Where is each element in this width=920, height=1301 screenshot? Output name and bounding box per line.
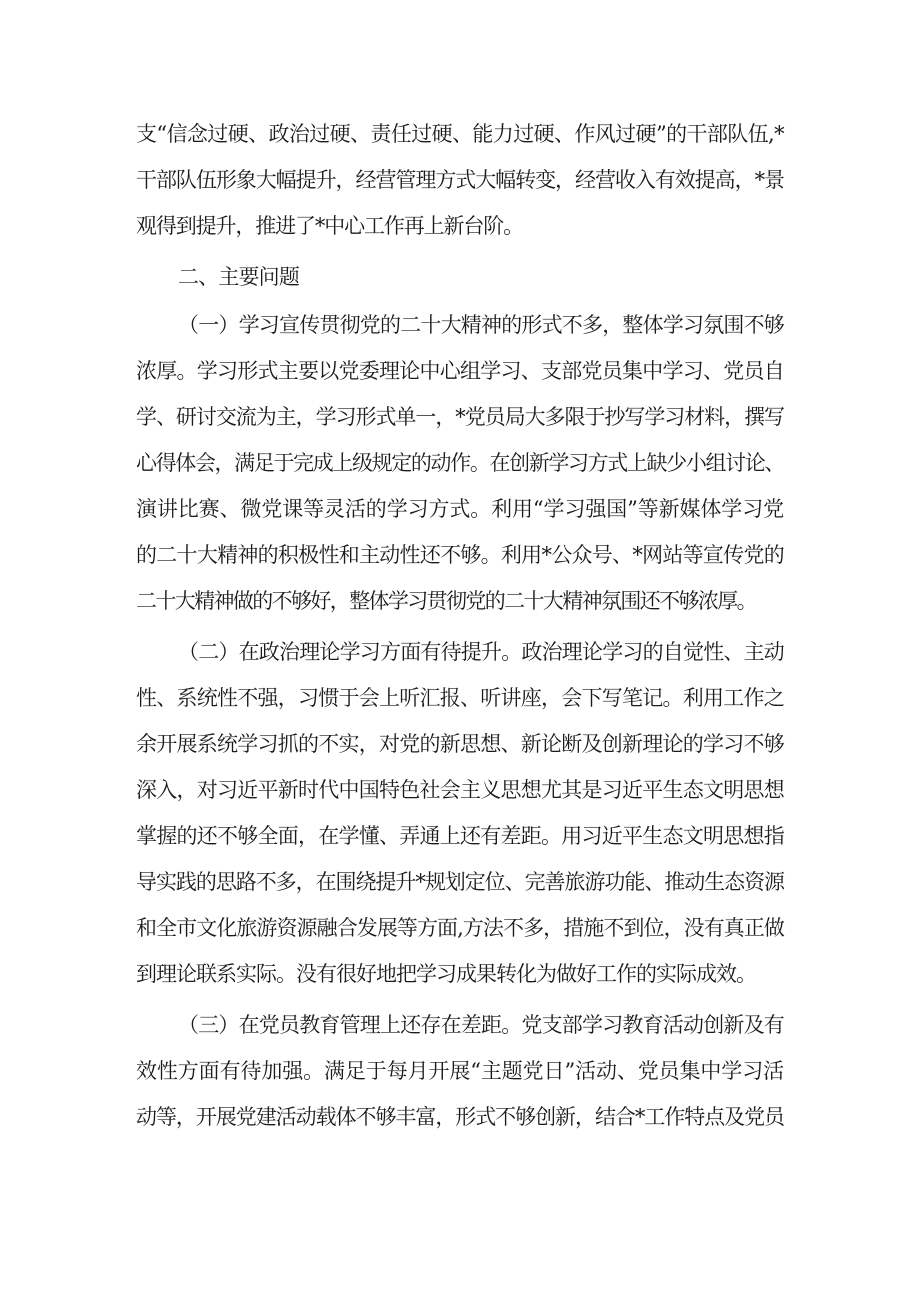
text-line bbox=[0, 399, 920, 435]
text-line bbox=[0, 680, 920, 716]
text-line bbox=[0, 491, 920, 527]
line-text: 演讲比赛、微党课等灵活的学习方式。利用“学习强国”等新媒体学习党 bbox=[136, 497, 784, 521]
line-text: 性、系统性不强，习惯于会上听汇报、听讲座，会下写笔记。利用工作之 bbox=[136, 686, 784, 710]
text-line bbox=[0, 353, 920, 389]
text-line bbox=[0, 910, 920, 946]
line-text: 导实践的思路不多，在围绕提升*规划定位、完善旅游功能、推动生态资源 bbox=[136, 870, 784, 894]
text-line bbox=[0, 583, 920, 619]
heading-text: 二、主要问题 bbox=[178, 265, 299, 289]
line-text: 到理论联系实际。没有很好地把学习成果转化为做好工作的实际成效。 bbox=[136, 962, 756, 986]
line-text: 的二十大精神的积极性和主动性还不够。利用*公众号、*网站等宣传党的 bbox=[136, 543, 784, 567]
text-line bbox=[0, 864, 920, 900]
line-text: （二）在政治理论学习方面有待提升。政治理论学习的自觉性、主动 bbox=[178, 640, 784, 664]
text-line bbox=[0, 445, 920, 481]
line-text: 深入，对习近平新时代中国特色社会主义思想尤其是习近平生态文明思想 bbox=[136, 778, 784, 802]
line-text: （三）在党员教育管理上还存在差距。党支部学习教育活动创新及有 bbox=[178, 1013, 784, 1037]
text-line bbox=[0, 162, 920, 198]
text-line bbox=[0, 537, 920, 573]
text-line bbox=[0, 726, 920, 762]
text-line bbox=[0, 634, 920, 670]
line-text: 学、研讨交流为主，学习形式单一，*党员局大多限于抄写学习材料，撰写 bbox=[136, 405, 784, 429]
section-heading bbox=[0, 259, 920, 295]
text-line bbox=[0, 772, 920, 808]
line-text: 二十大精神做的不够好，整体学习贯彻党的二十大精神氛围还不够浓厚。 bbox=[136, 589, 756, 613]
text-line bbox=[0, 1099, 920, 1135]
text-line bbox=[0, 1053, 920, 1089]
text-line bbox=[0, 208, 920, 244]
line-text: 效性方面有待加强。满足于每月开展“主题党日”活动、党员集中学习活 bbox=[136, 1059, 784, 1083]
text-line bbox=[0, 1007, 920, 1043]
line-text: 和全市文化旅游资源融合发展等方面,方法不多，措施不到位，没有真正做 bbox=[136, 916, 784, 940]
line-text: 心得体会，满足于完成上级规定的动作。在创新学习方式上缺少小组讨论、 bbox=[136, 451, 784, 475]
line-text: 浓厚。学习形式主要以党委理论中心组学习、支部党员集中学习、党员自 bbox=[136, 359, 784, 383]
line-text: 余开展系统学习抓的不实，对党的新思想、新论断及创新理论的学习不够 bbox=[136, 732, 784, 756]
text-line bbox=[0, 956, 920, 992]
line-text: （一）学习宣传贯彻党的二十大精神的形式不多，整体学习氛围不够 bbox=[178, 313, 784, 337]
text-line bbox=[0, 818, 920, 854]
line-text: 干部队伍形象大幅提升，经营管理方式大幅转变，经营收入有效提高，*景 bbox=[136, 168, 784, 192]
text-line bbox=[0, 307, 920, 343]
line-text: 动等，开展党建活动载体不够丰富，形式不够创新，结合*工作特点及党员 bbox=[136, 1105, 784, 1129]
text-line bbox=[0, 116, 920, 152]
line-text: 掌握的还不够全面，在学懂、弄通上还有差距。用习近平生态文明思想指 bbox=[136, 824, 784, 848]
line-text: 支“信念过硬、政治过硬、责任过硬、能力过硬、作风过硬”的干部队伍,* bbox=[136, 122, 784, 146]
line-text: 观得到提升，推进了*中心工作再上新台阶。 bbox=[136, 214, 523, 238]
